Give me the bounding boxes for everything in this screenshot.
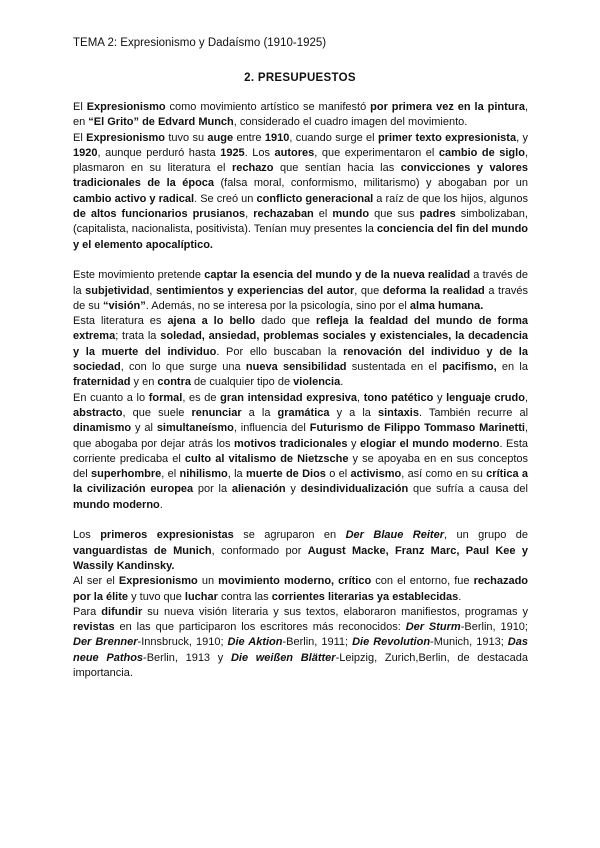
text-run: -Munich, 1913;: [430, 636, 508, 649]
text-run: -Innsbruck, 1910;: [137, 636, 228, 649]
text-run: un: [197, 575, 219, 588]
bold-text: subjetividad: [85, 284, 150, 297]
text-run: -Leipzig, Zurich,Berlin, de destacada importancia.: [73, 651, 529, 679]
bold-text: vanguardistas de Munich: [73, 544, 212, 557]
bold-text: 1925: [220, 146, 245, 159]
bold-text: fraternidad: [73, 376, 131, 389]
italic-title: Der Blaue Reiter: [345, 529, 444, 542]
bold-text: renovación del individuo y de la sociedad: [73, 345, 528, 374]
paragraph-gap: [73, 513, 528, 528]
text-run: Al ser el: [73, 575, 119, 588]
bold-text: Expresionismo: [86, 101, 166, 113]
text-run: y: [285, 483, 301, 496]
bold-text: mundo: [332, 208, 370, 221]
text-run: ,: [524, 391, 528, 404]
text-run: En cuanto a lo: [73, 391, 149, 404]
text-run: , en: [73, 101, 528, 129]
bold-text: lenguaje crudo: [446, 391, 525, 404]
text-run: , que suele: [122, 406, 192, 419]
text-run: El: [73, 101, 87, 113]
text-run: y tuvo que: [128, 590, 185, 603]
text-run: y al: [131, 422, 157, 435]
text-run: a raíz de que los hijos, algunos: [373, 192, 529, 205]
bold-text: “El Grito” de Edvard Munch: [88, 116, 234, 129]
text-run: ,: [149, 284, 156, 297]
section-title: 2. PRESUPUESTOS: [244, 72, 356, 84]
page-header: TEMA 2: Expresionismo y Dadaísmo (1910-1925): [73, 37, 327, 49]
text-run: El: [73, 131, 87, 144]
bold-text: deforma la realidad: [382, 284, 485, 297]
text-run: . Por ello buscaban la: [216, 345, 344, 358]
paragraph: [73, 131, 528, 253]
italic-title: Das neue Pathos: [73, 636, 528, 664]
text-run: como movimiento artístico se manifestó: [165, 101, 371, 113]
text-run: , que experimentaron el: [314, 146, 439, 159]
text-run: -Berlin, 1911;: [282, 636, 353, 649]
text-run: -Berlin, 1913 y: [143, 651, 231, 664]
bold-text: conflicto generacional: [256, 192, 374, 205]
bold-text: renunciar: [191, 406, 242, 419]
bold-text: cambio de siglo: [438, 146, 525, 159]
bold-text: dinamismo: [73, 422, 132, 435]
bold-text: activismo: [350, 468, 402, 481]
bold-text: mundo moderno: [73, 498, 160, 511]
text-run: y: [433, 391, 447, 404]
bold-text: primeros expresionistas: [100, 529, 234, 542]
italic-title: Der Brenner: [73, 636, 138, 649]
italic-title: Die weißen Blätter: [230, 651, 336, 664]
bold-text: padres: [419, 208, 456, 221]
text-run: el: [313, 208, 333, 221]
paragraph: [73, 314, 528, 390]
text-run: por la: [193, 483, 232, 496]
bold-text: alienación: [231, 483, 286, 496]
paragraph: [73, 605, 528, 681]
bold-text: culto al vitalismo de Nietzsche: [184, 452, 349, 465]
text-run: , cuando surge el: [289, 131, 378, 144]
paragraph: [73, 528, 528, 574]
text-run: , conformado por: [211, 544, 308, 557]
bold-text: gran intensidad expresiva: [220, 391, 358, 404]
text-run: , la: [227, 468, 246, 481]
italic-title: Die Revolution: [352, 636, 431, 649]
text-run: se agruparon en: [233, 529, 346, 542]
bold-text: cambio activo y radical: [73, 192, 195, 205]
paragraph: [73, 574, 528, 605]
text-run: Los: [73, 529, 101, 542]
bold-text: movimiento moderno, crítico: [218, 575, 372, 588]
italic-title: Der Sturm: [405, 621, 461, 634]
text-run: de cualquier tipo de: [191, 376, 294, 389]
bold-text: simultaneísmo: [156, 422, 234, 435]
bold-text: sentimientos y experiencias del autor: [155, 284, 355, 297]
paragraph: [73, 391, 528, 513]
text-run: , influencia del: [233, 422, 310, 435]
bold-text: ajena a lo bello: [167, 315, 256, 328]
bold-text: Expresionismo: [118, 575, 198, 588]
text-run: , plasmaron en su literatura el: [73, 146, 528, 175]
text-run: ; trata la: [115, 330, 161, 343]
bold-text: crítica a la civilización europea: [73, 468, 528, 496]
text-run: . Los: [244, 146, 275, 159]
bold-text: August Macke, Franz Marc, Paul Kee y Wassily Kandinsky.: [73, 544, 528, 572]
bold-text: desindividualización: [300, 483, 409, 496]
bold-text: gramática: [277, 406, 330, 419]
text-run: a través de la: [73, 269, 528, 297]
text-run: y a la: [329, 406, 378, 419]
text-run: y se apoyaba en en sus conceptos del: [73, 452, 528, 481]
bold-text: nueva sensibilidad: [245, 361, 347, 374]
bold-text: Futurismo de Filippo Tommaso Marinetti: [309, 422, 525, 435]
text-run: a través de su: [73, 284, 528, 312]
text-run: -Berlin, 1910;: [460, 621, 528, 634]
text-run: y: [347, 437, 361, 450]
bold-text: muerte de Dios: [245, 468, 326, 481]
bold-text: primer texto expresionista: [377, 131, 517, 144]
text-run: , un grupo de: [443, 529, 529, 542]
text-run: , que abogaba por dejar atrás los: [73, 422, 528, 450]
paragraph-gap: [73, 253, 528, 268]
text-run: con el entorno, fue: [371, 575, 474, 588]
bold-text: Expresionismo: [86, 131, 165, 144]
italic-title: Die Aktion: [227, 636, 283, 649]
bold-text: “visión”: [102, 299, 146, 312]
bold-text: formal: [148, 391, 183, 404]
text-run: (falsa moral, conformismo, militarismo) y abogaban por un: [214, 177, 528, 190]
bold-text: violencia: [293, 376, 341, 389]
bold-text: soledad, ansiedad, problemas sociales y existenciales, la decadencia y la muerte del individuo: [73, 330, 528, 358]
bold-text: auge: [207, 131, 234, 144]
text-run: Esta literatura es: [73, 315, 168, 328]
bold-text: convicciones y valores tradicionales de la época: [73, 162, 528, 190]
bold-text: sintaxis: [377, 406, 419, 419]
text-run: sustentada en el: [346, 361, 443, 374]
bold-text: nihilismo: [179, 468, 228, 481]
text-run: entre: [233, 131, 265, 144]
bold-text: pacifismo,: [442, 361, 497, 374]
bold-text: revistas: [73, 621, 115, 634]
text-run: contra las: [217, 590, 272, 603]
text-run: , así como en su: [401, 468, 487, 481]
bold-text: autores: [274, 146, 315, 159]
text-run: su nueva visión literaria y sus textos, elaboraron manifiestos, programas y: [142, 605, 528, 618]
bold-text: de altos funcionarios prusianos: [73, 208, 246, 221]
paragraph: [73, 100, 528, 131]
bold-text: superhombre: [90, 468, 162, 481]
text-run: , y: [516, 131, 528, 144]
text-run: tuvo su: [164, 131, 208, 144]
text-run: dado que: [255, 315, 316, 328]
bold-text: luchar: [184, 590, 218, 603]
text-run: . Esta corriente predicaba el: [73, 437, 529, 465]
text-run: .: [340, 376, 344, 389]
text-run: o el: [325, 468, 351, 481]
bold-text: elogiar el mundo moderno: [360, 437, 500, 450]
bold-text: conciencia del fin del mundo y el elemento apocalíptico.: [73, 223, 529, 251]
text-run: en la: [496, 361, 528, 374]
bold-text: refleja la fealdad del mundo de forma extrema: [73, 315, 529, 343]
text-run: ,: [245, 208, 254, 221]
text-run: .: [458, 590, 462, 603]
text-run: , que: [354, 284, 383, 297]
text-run: que sentían hacia las: [273, 162, 401, 175]
text-run: , considerado el cuadro imagen del movimiento.: [233, 116, 468, 129]
text-run: . También recurre al: [418, 406, 529, 419]
text-run: a la: [241, 406, 278, 419]
text-run: , es de: [182, 391, 221, 404]
bold-text: rechazaban: [253, 208, 314, 221]
text-run: que sus: [369, 208, 420, 221]
bold-text: difundir: [101, 605, 143, 618]
text-run: , aunque perduró hasta: [97, 146, 221, 159]
text-run: simbolizaban, (capitalista, nacionalista, positivista). Tenían muy presentes la: [73, 208, 528, 236]
bold-text: motivos tradicionales: [234, 437, 348, 450]
text-run: .: [159, 498, 163, 511]
text-run: Para: [73, 605, 102, 618]
bold-text: 1920: [73, 146, 98, 159]
bold-text: tono patético: [363, 391, 434, 404]
document-body: [73, 100, 528, 681]
bold-text: corrientes literarias ya establecidas: [271, 590, 459, 603]
bold-text: rechazo: [231, 162, 274, 175]
paragraph: [73, 268, 528, 314]
text-run: , con lo que surge una: [120, 361, 246, 374]
bold-text: contra: [157, 376, 191, 389]
text-run: , el: [161, 468, 180, 481]
bold-text: abstracto: [73, 406, 123, 419]
bold-text: por primera vez en la pintura: [370, 101, 525, 113]
bold-text: alma humana.: [409, 299, 484, 312]
text-run: que sufría a causa del: [408, 483, 528, 496]
text-run: en las que participaron los escritores más reconocidos:: [114, 621, 406, 634]
bold-text: rechazado por la élite: [73, 575, 529, 603]
text-run: Este movimiento pretende: [73, 269, 205, 282]
text-run: . Además, no se interesa por la psicología, sino por el: [145, 299, 410, 312]
text-run: . Se creó un: [194, 192, 257, 205]
bold-text: captar la esencia del mundo y de la nueva realidad: [204, 269, 471, 282]
bold-text: 1910: [264, 131, 290, 144]
text-run: y en: [130, 376, 158, 389]
text-run: ,: [357, 391, 364, 404]
